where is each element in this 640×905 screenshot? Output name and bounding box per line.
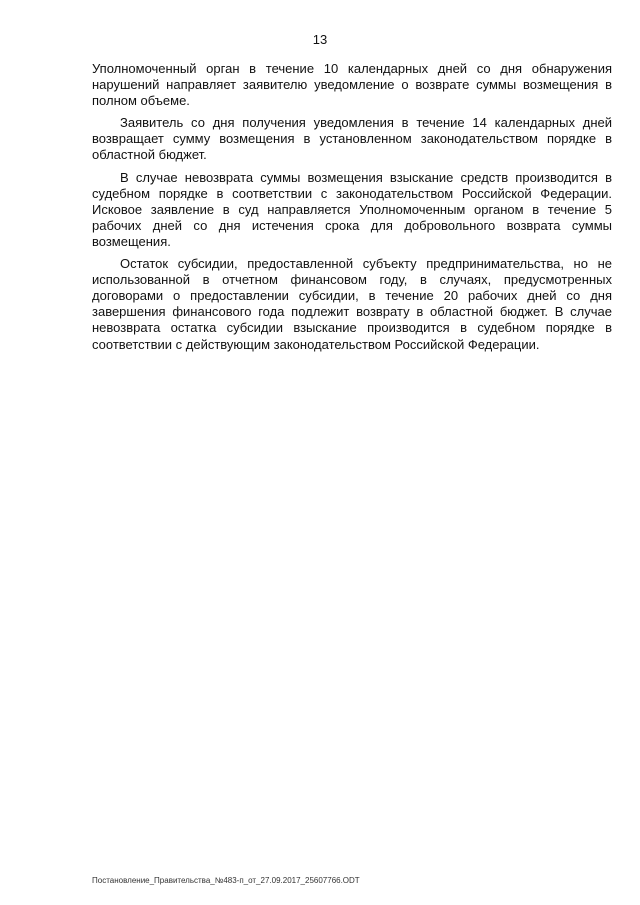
page-number: 13 — [312, 32, 328, 47]
document-footer: Постановление_Правительства_№483-п_от_27.09.2017_25607766.ODT — [92, 876, 360, 885]
document-body — [92, 61, 612, 359]
paragraph-refund: Заявитель со дня получения уведомления в течение 14 календарных дней возвращает сумму возмещения в установленном законодательством порядке в областной бюджет. — [92, 115, 612, 163]
paragraph-subsidy-balance: Остаток субсидии, предоставленной субъекту предпринимательства, но не использованной в отчетном финансовом году, в случаях, предусмотренных договорами о предоставлении субсидии, в течение 20 рабочих дней со дня завершения финансового года подлежит возврату в областной бюджет. В случае невозврата остатка субсидии взыскание производится в судебном порядке в соответствии с действующим законодательством Российской Федерации. — [92, 256, 612, 352]
paragraph-court-recovery: В случае невозврата суммы возмещения взыскание средств производится в судебном порядке в соответствии с законодательством Российской Федерации. Исковое заявление в суд направляется Уполномоченным органом в течение 5 рабочих дней со дня истечения срока для добровольного возврата суммы возмещения. — [92, 169, 612, 249]
paragraph-notification: Уполномоченный орган в течение 10 календарных дней со дня обнаружения нарушений направляет заявителю уведомление о возврате суммы возмещения в полном объеме. — [92, 61, 612, 109]
